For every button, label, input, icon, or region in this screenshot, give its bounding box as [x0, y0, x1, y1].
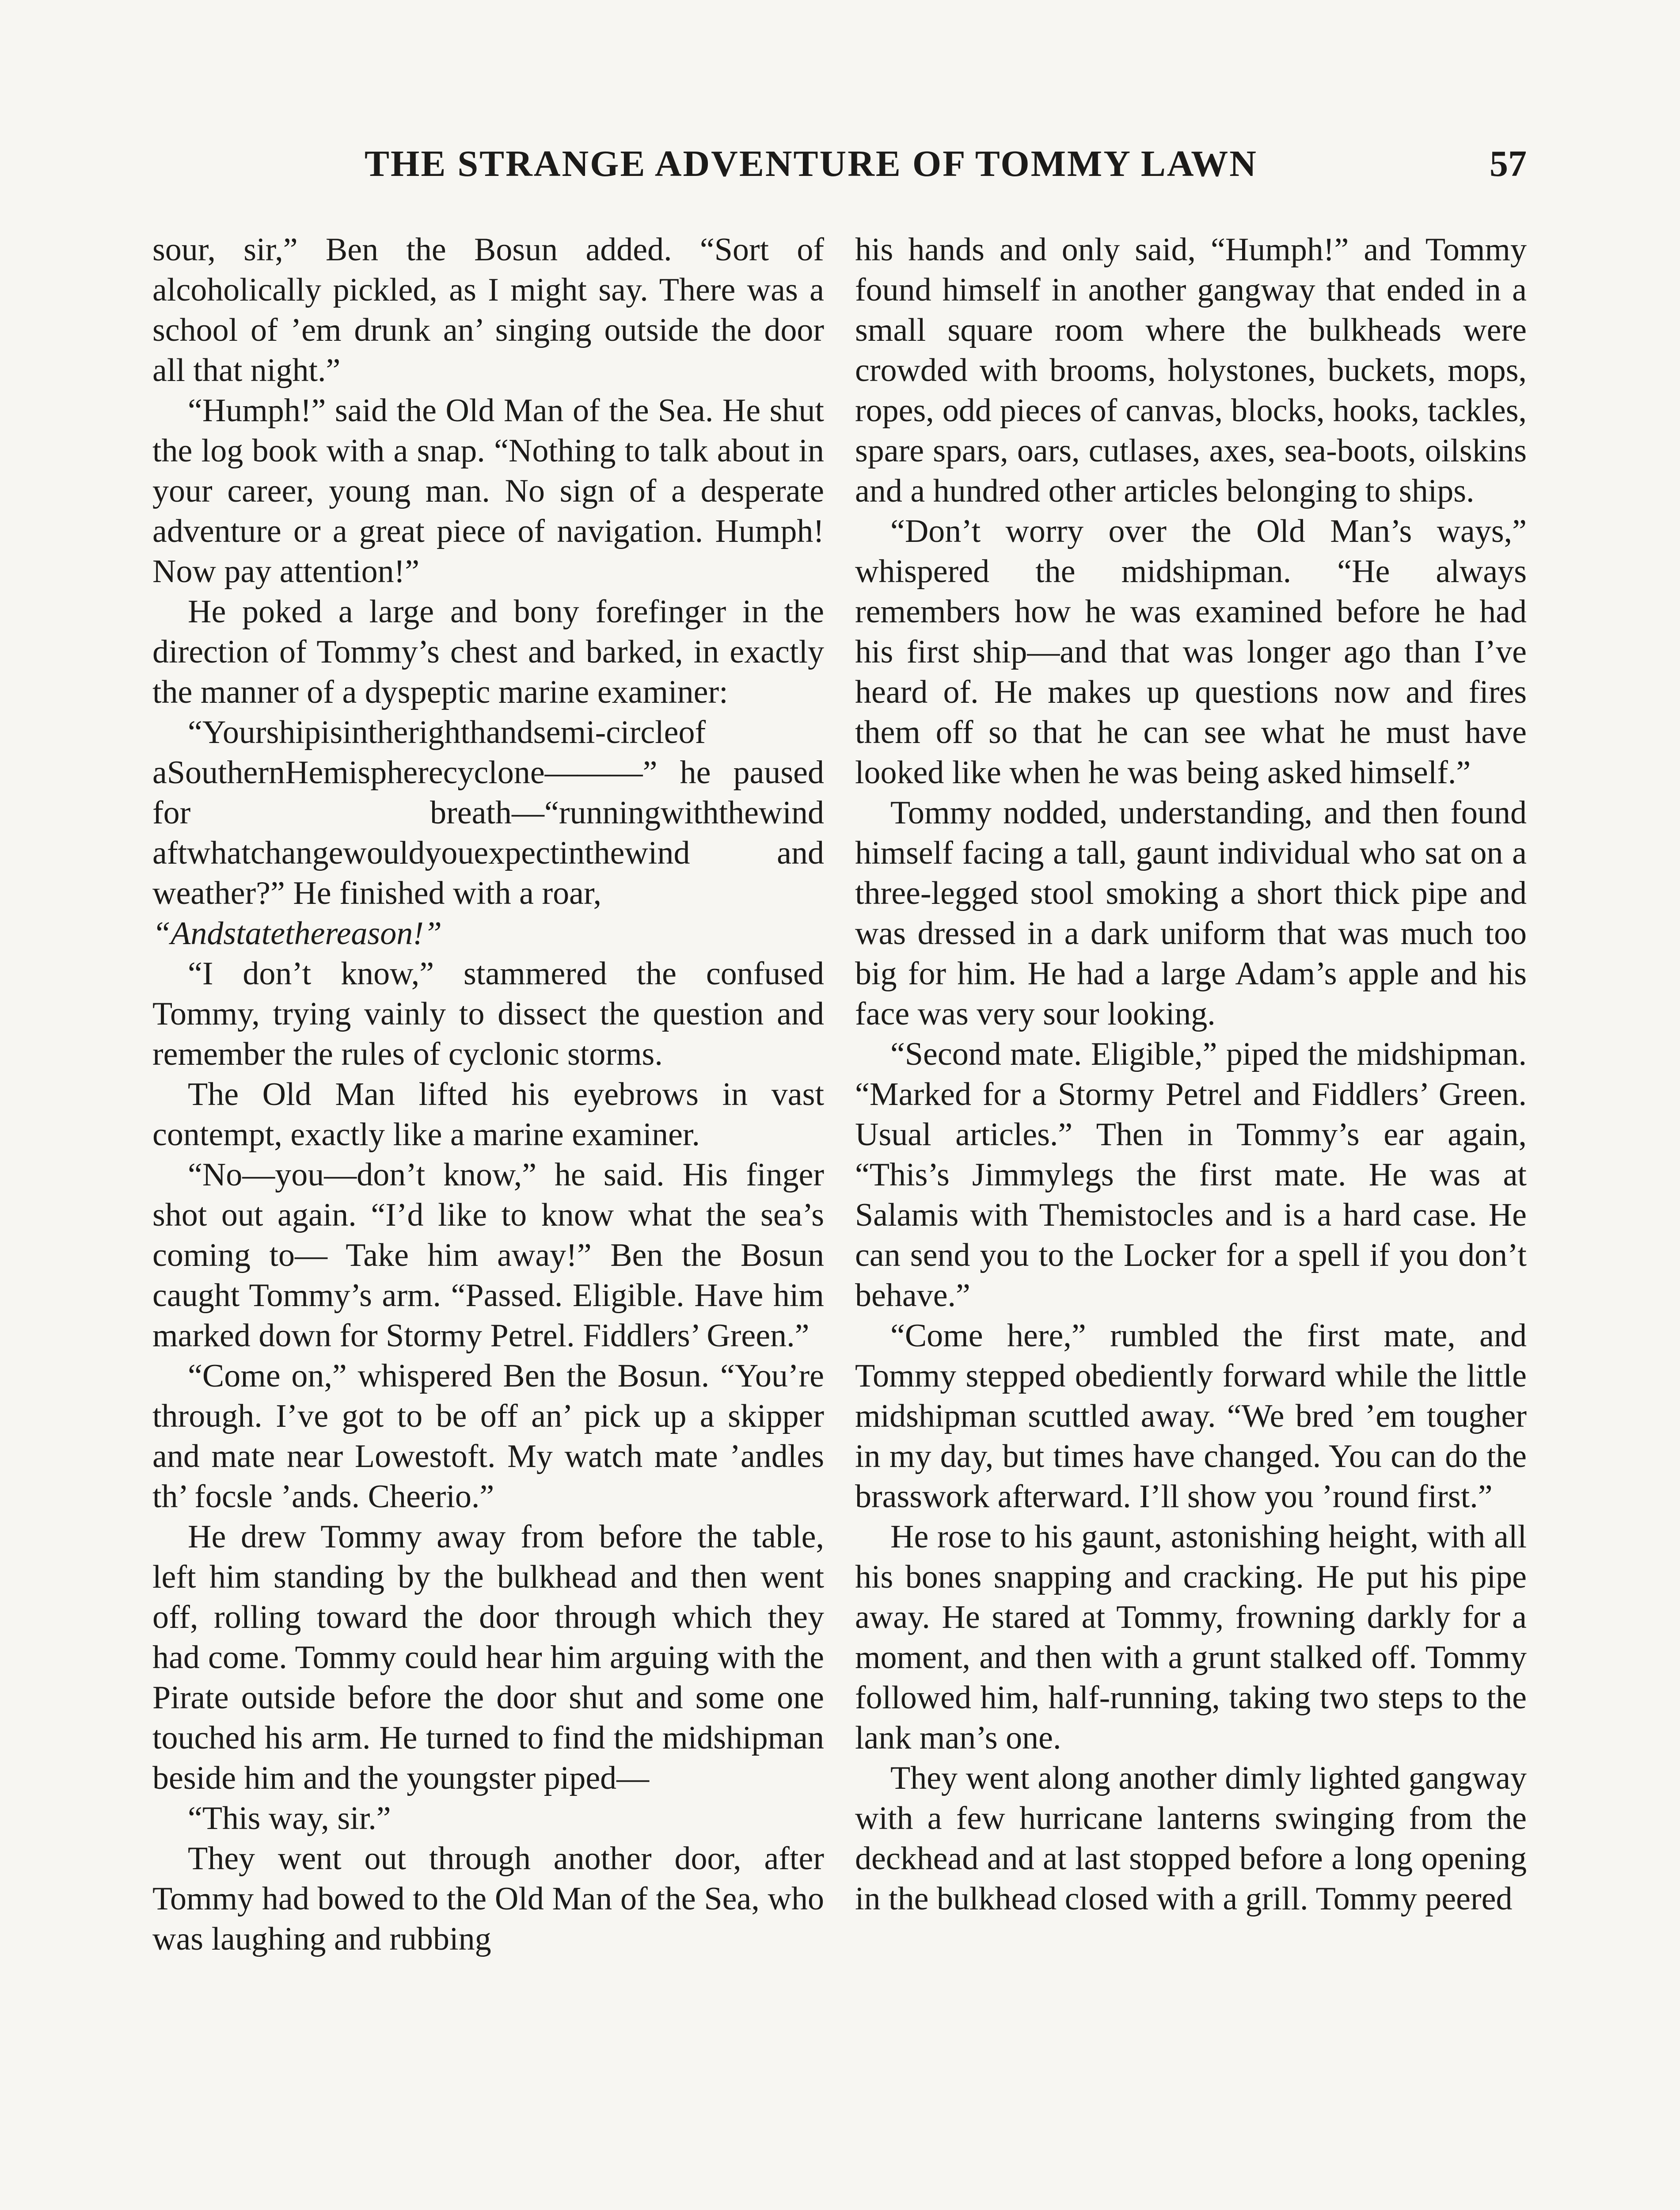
paragraph: “I don’t know,” stammered the confused Tommy, trying vainly to dissect the question and remember the rules of cyclonic storms.	[152, 956, 824, 1072]
left-column	[152, 230, 824, 2210]
paragraph: Tommy nodded, understanding, and then found himself facing a tall, gaunt individual who sat on a three-legged stool smoking a short thick pipe and was dressed in a dark uniform that was much too big for him. He had a large Adam’s apple and his face was very sour looking.	[855, 795, 1527, 1032]
page-number: 57	[1490, 143, 1527, 184]
paragraph: They went out through another door, after Tommy had bowed to the Old Man of the Sea, who was laughing and rubbing	[152, 1840, 824, 1957]
paragraph: “No—you—don’t know,” he said. His finger shot out again. “I’d like to know what the sea’s coming to— Take him away!” Ben the Bosun caught Tommy’s arm. “Passed. Eligible. Have him marked down for Stormy Petrel. Fiddlers’ Green.”	[152, 1157, 824, 1354]
paragraph: “Yourshipisintherighthandsemi-circleof aSouthernHemispherecyclone———” he paused for breath—“runningwiththewind aftwhatchangewouldyouexpectinthewind and weather?” He finished with a roar,	[152, 714, 824, 911]
paragraph: “This way, sir.”	[188, 1800, 391, 1837]
page-header	[152, 142, 1527, 200]
paragraph: sour, sir,” Ben the Bosun added. “Sort of alcoholically pickled, as I might say. There was a school of ’em drunk an’ singing outside the door all that night.”	[152, 232, 824, 389]
paragraph: He poked a large and bony forefinger in the direction of Tommy’s chest and barked, in exactly the manner of a dyspeptic marine examiner:	[152, 594, 824, 710]
running-title: THE STRANGE ADVENTURE OF TOMMY LAWN	[365, 143, 1258, 184]
paragraph: “Second mate. Eligible,” piped the midshipman. “Marked for a Stormy Petrel and Fiddlers’ Green. Usual articles.” Then in Tommy’s ear again, “This’s Jimmylegs the first mate. He was at Salamis with Themistocles and is a hard case. He can send you to the Locker for a spell if you don’t behave.”	[855, 1036, 1527, 1314]
paragraph: They went along another dimly lighted gangway with a few hurricane lanterns swinging from the deckhead and at last stopped before a long opening in the bulkhead closed with a grill. Tommy peered	[855, 1760, 1527, 1917]
paragraph: “Come on,” whispered Ben the Bosun. “You’re through. I’ve got to be off an’ pick up a skipper and mate near Lowestoft. My watch mate ’andles th’ focsle ’ands. Cheerio.”	[152, 1358, 824, 1515]
paragraph: “Don’t worry over the Old Man’s ways,” whispered the midshipman. “He always remembers how he was examined before he had his first ship—and that was longer ago than I’ve heard of. He makes up questions now and fires them off so that he can see what he must have looked like when he was being asked himself.”	[855, 513, 1527, 791]
paragraph: He rose to his gaunt, astonishing height, with all his bones snapping and cracking. He put his pipe away. He stared at Tommy, frowning darkly for a moment, and then with a grunt stalked off. Tommy followed him, half-running, taking two steps to the lank man’s one.	[855, 1519, 1527, 1756]
paragraph: “Come here,” rumbled the first mate, and Tommy stepped obediently forward while the little midshipman scuttled away. “We bred ’em tougher in my day, but times have changed. You can do the brasswork afterward. I’ll show you ’round first.”	[855, 1318, 1527, 1515]
italic-paragraph	[152, 914, 824, 954]
right-column	[855, 230, 1527, 2210]
italic-text: “Andstatethereason!”	[152, 915, 442, 952]
paragraph: “Humph!” said the Old Man of the Sea. He shut the log book with a snap. “Nothing to talk about in your career, young man. No sign of a desperate adventure or a great piece of navigation. Humph! Now pay attention!”	[152, 392, 824, 590]
paragraph: The Old Man lifted his eyebrows in vast contempt, exactly like a marine examiner.	[152, 1076, 824, 1153]
paragraph: his hands and only said, “Humph!” and Tommy found himself in another gangway that ended in a small square room where the bulkheads were crowded with brooms, holystones, buckets, mops, ropes, odd pieces of canvas, blocks, hooks, tackles, spare spars, oars, cutlases, axes, sea-boots, oilskins and a hundred other articles belonging to ships.	[855, 232, 1527, 509]
paragraph: He drew Tommy away from before the table, left him standing by the bulkhead and then went off, rolling toward the door through which they had come. Tommy could hear him arguing with the Pirate outside before the door shut and some one touched his arm. He turned to find the midshipman beside him and the youngster piped—	[152, 1519, 824, 1796]
text-columns	[152, 230, 1527, 2210]
